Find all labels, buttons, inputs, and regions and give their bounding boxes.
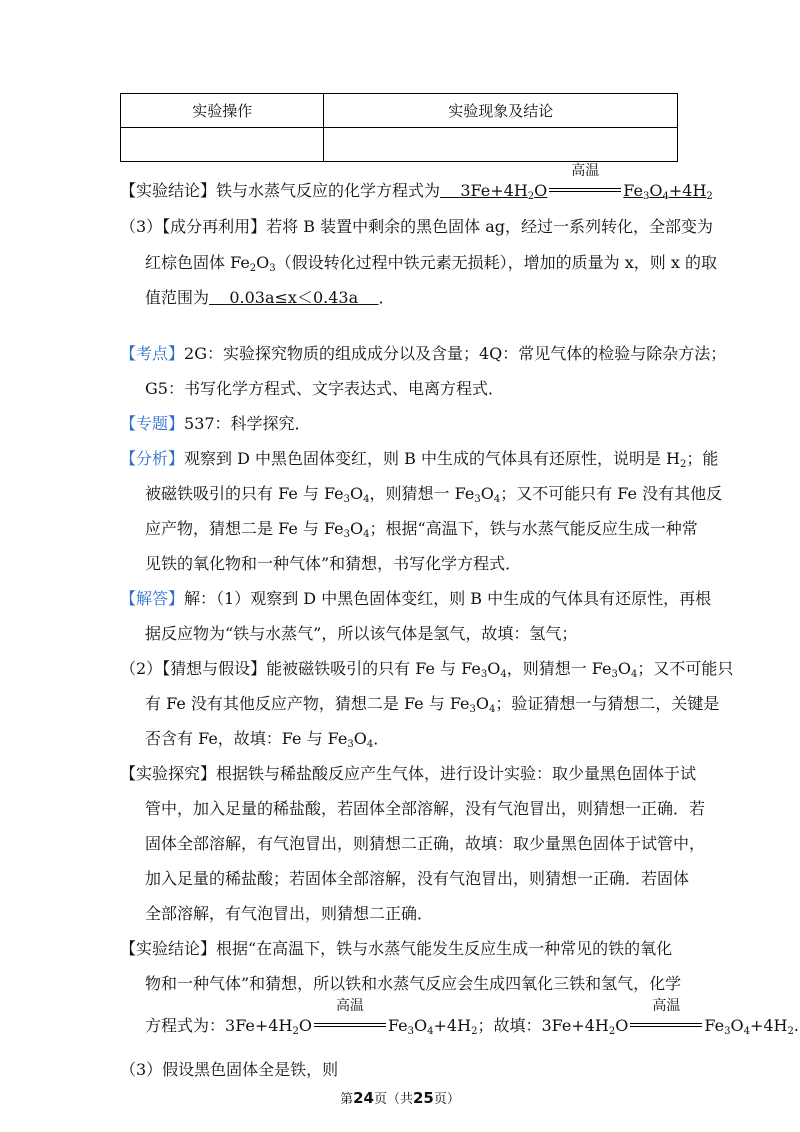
part3-line2: 红棕色固体 $Fe_2O_3$（假设转化过程中铁元素无损耗），增加的质量为 x，则 x 的取 [145, 253, 717, 274]
kaodian-label: 【考点】 [120, 344, 185, 363]
part3b-line: （3）假设黑色固体全是铁，则 [120, 1060, 339, 1079]
kaodian-line1: 【考点】2G：实验探究物质的组成成分以及含量；4Q：常见气体的检验与除杂方法； [120, 344, 727, 363]
tanjiu-line1: 【实验探究】根据铁与稀盐酸反应产生气体，进行设计实验：取少量黑色固体于试 [120, 764, 697, 783]
table-cell-empty [324, 128, 678, 162]
jieda-line2: 据反应物为“铁与水蒸气”，所以该气体是氢气，故填：氢气； [145, 624, 578, 643]
jielun2-line2: 物和一种气体”和猜想，所以铁和水蒸气反应会生成四氧化三铁和氢气，化学 [145, 974, 682, 993]
part2-line3: 否含有 Fe，故填：Fe 与 $Fe_3O_4$． [145, 729, 390, 750]
tanjiu-line2: 管中，加入足量的稀盐酸，若固体全部溶解，没有气泡冒出，则猜想一正确．若 [145, 799, 706, 818]
page-number: 24 [353, 1089, 374, 1107]
jielun2-line3: 方程式为：$3Fe+4H_2O$ 高温 $Fe_3O_4+4H_2$；故填：$3Fe+4H_2O$ 高温 $Fe_3O_4+4H_2$. [145, 998, 799, 1037]
equation-2: $3Fe+4H_2O$ 高温 $Fe_3O_4+4H_2$. [541, 998, 799, 1037]
tanjiu-line3: 固体全部溶解，有气泡冒出，则猜想二正确，故填：取少量黑色固体于试管中， [145, 834, 706, 853]
kaodian-line2: G5：书写化学方程式、文字表达式、电离方程式． [145, 379, 504, 398]
zhuanti-line: 【专题】537：科学探究． [120, 414, 311, 433]
tanjiu-line4: 加入足量的稀盐酸；若固体全部溶解，没有气泡冒出，则猜想一正确．若固体 [145, 869, 690, 888]
equation-1: $3Fe+4H_2O$ 高温 $Fe_3O_4+4H_2$ [225, 998, 478, 1037]
fenxi-line2: 被磁铁吸引的只有 Fe 与 $Fe_3O_4$，则猜想一 $Fe_3O_4$；又不可能只有 Fe 没有其他反 [145, 484, 723, 505]
part3-line3: 值范围为 0.03a≤x＜0.43a ． [145, 288, 395, 307]
fenxi-label: 【分析】 [120, 449, 185, 468]
jieda-line1: 【解答】解：（1）观察到 D 中黑色固体变红，则 B 中生成的气体具有还原性，再根 [120, 589, 712, 608]
page-footer: 第24页（共25页） [340, 1089, 460, 1107]
conclusion-line [120, 163, 713, 202]
range-answer: 0.03a≤x＜0.43a [229, 288, 359, 307]
table-cell-empty [121, 128, 324, 162]
part3-line1: （3）【成分再利用】若将 B 装置中剩余的黑色固体 ag，经过一系列转化，全部变为 [120, 217, 713, 236]
jielun2-line1: 【实验结论】根据“在高温下，铁与水蒸气能发生反应生成一种常见的铁的氧化 [120, 939, 673, 958]
fenxi-line4: 见铁的氧化物和一种气体”和猜想，书写化学方程式． [145, 554, 522, 573]
fenxi-line1: 【分析】观察到 D 中黑色固体变红，则 B 中生成的气体具有还原性，说明是 $H_2$；能 [120, 449, 719, 470]
conclusion-text: 铁与水蒸气反应的化学方程式为 [216, 181, 441, 200]
conclusion-label: 【实验结论】 [120, 181, 217, 200]
table-header-operation: 实验操作 [121, 94, 324, 128]
zhuanti-label: 【专题】 [120, 414, 185, 433]
jieda-label: 【解答】 [120, 589, 185, 608]
experiment-table [120, 93, 678, 162]
total-pages: 25 [413, 1089, 434, 1107]
equation-answer: $3Fe+4H_2O$ 高温 $Fe_3O_4+4H_2$ [460, 163, 713, 202]
tanjiu-line5: 全部溶解，有气泡冒出，则猜想二正确． [145, 904, 434, 923]
part2-line1: （2）【猜想与假设】能被磁铁吸引的只有 Fe 与 $Fe_3O_4$，则猜想一 $Fe_3O_4$；又不可能只 [120, 659, 734, 680]
fenxi-line3: 应产物，猜想二是 Fe 与 $Fe_3O_4$；根据“高温下，铁与水蒸气能反应生成一种常 [145, 519, 698, 540]
condition-high-temp: 高温 [571, 163, 600, 179]
part2-line2: 有 Fe 没有其他反应产物，猜想二是 Fe 与 $Fe_3O_4$；验证猜想一与猜想二，关键是 [145, 694, 720, 715]
table-header-phenomenon: 实验现象及结论 [324, 94, 678, 128]
